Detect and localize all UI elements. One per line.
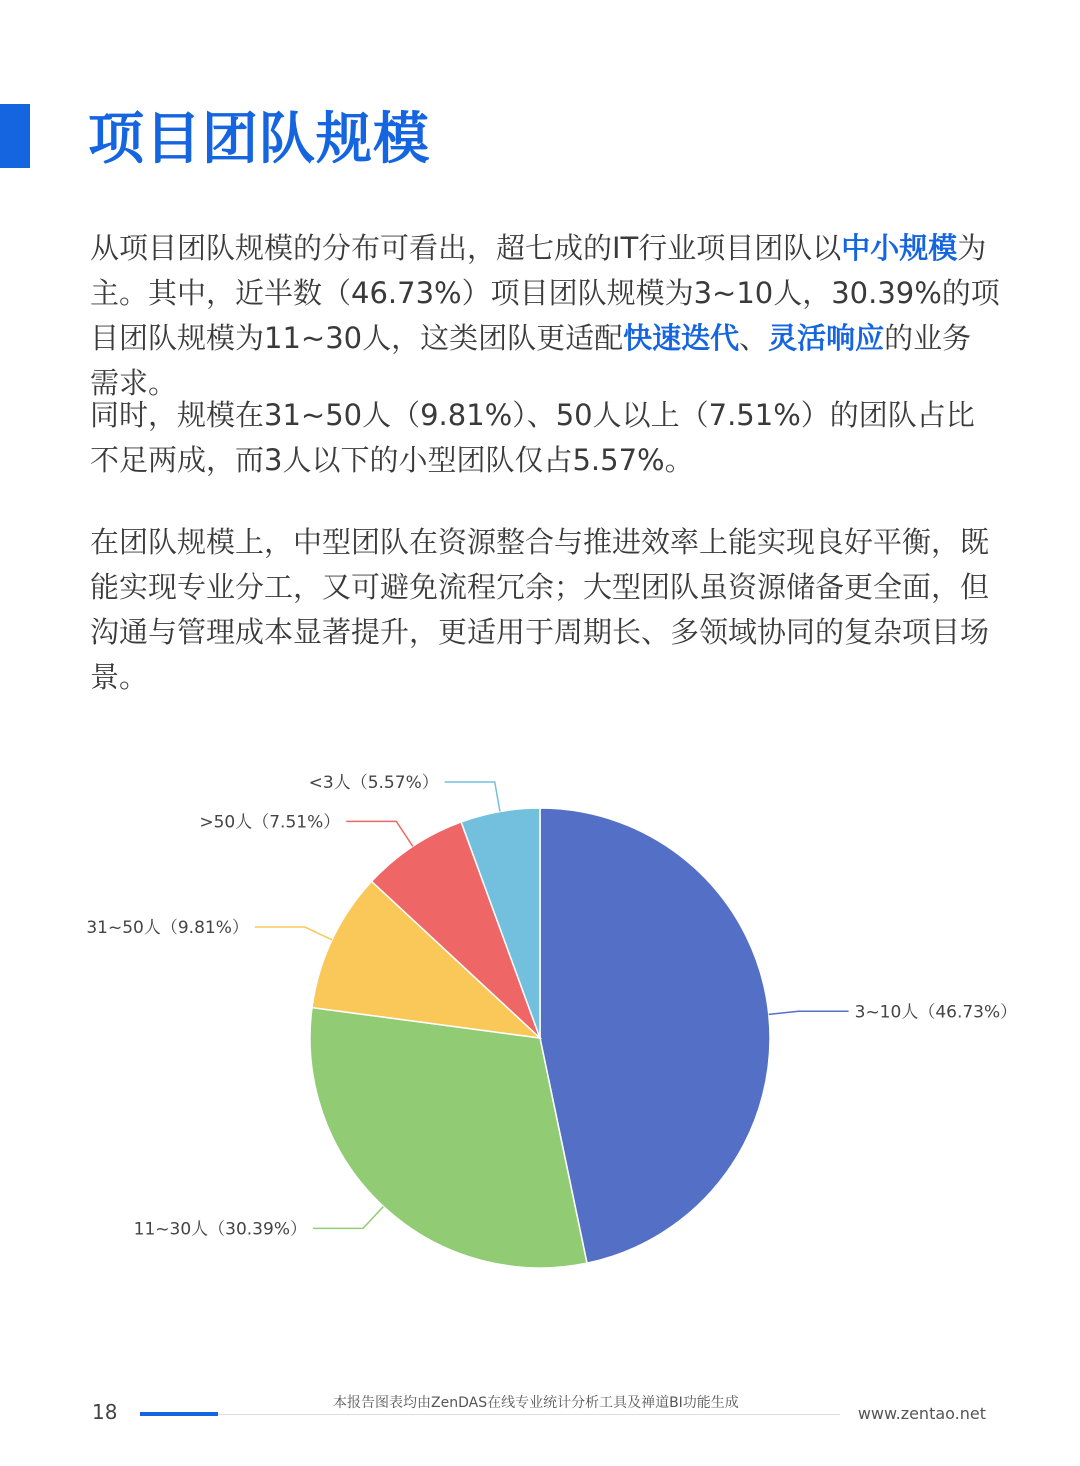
label-leader-line [445,782,500,812]
paragraph-text: 从项目团队规模的分布可看出，超七成的IT行业项目团队以 [90,231,842,265]
paragraph-text: 、 [739,321,769,355]
footer-note: 本报告图表均由ZenDAS在线专业统计分析工具及禅道BI功能生成 [333,1395,739,1411]
label-leader-line [313,1206,383,1228]
paragraph-2 [90,393,1000,483]
slice-label: 11~30人（30.39%） [133,1219,307,1240]
slice-label: >50人（7.51%） [199,812,341,833]
paragraph-1 [90,226,1000,406]
label-leader-line [769,1011,849,1014]
highlight-text: 中小规模 [841,231,958,265]
highlight-text: 快速迭代 [623,321,740,355]
slice-label: <3人（5.57%） [308,772,439,793]
pie-slice [540,808,770,1263]
paragraph-text: 为主。其中，近半数（46.73%）项目团队规模为3~10人，30.39%的项目团队规模为11~30人，这类团队更适配 [90,231,1000,355]
paragraph-text: 的业务需求。 [90,321,972,400]
paragraph-text: 同时，规模在31~50人（9.81%）、50人以上（7.51%）的团队占比不足两成，而3人以下的小型团队仅占5.57%。 [90,398,975,477]
paragraph-3 [90,520,1000,700]
label-leader-line [346,821,413,846]
paragraph-text: 在团队规模上，中型团队在资源整合与推进效率上能实现良好平衡，既能实现专业分工，又可避免流程冗余；大型团队虽资源储备更全面，但沟通与管理成本显著提升，更适用于周期长、多领域协同的复杂项目场景。 [90,525,990,694]
highlight-text: 灵活响应 [768,321,885,355]
label-leader-line [255,927,332,940]
slice-label: 3~10人（46.73%） [854,1002,1018,1023]
footer-url[interactable]: www.zentao.net [857,1404,986,1423]
slice-label: 31~50人（9.81%） [86,918,249,939]
page-title: 项目团队规模 [88,107,430,172]
footer-divider-accent [140,1412,218,1416]
pie-chart [0,760,1080,1320]
title-accent-bar [0,104,30,168]
page-number: 18 [92,1400,118,1424]
footer-divider [140,1414,840,1415]
